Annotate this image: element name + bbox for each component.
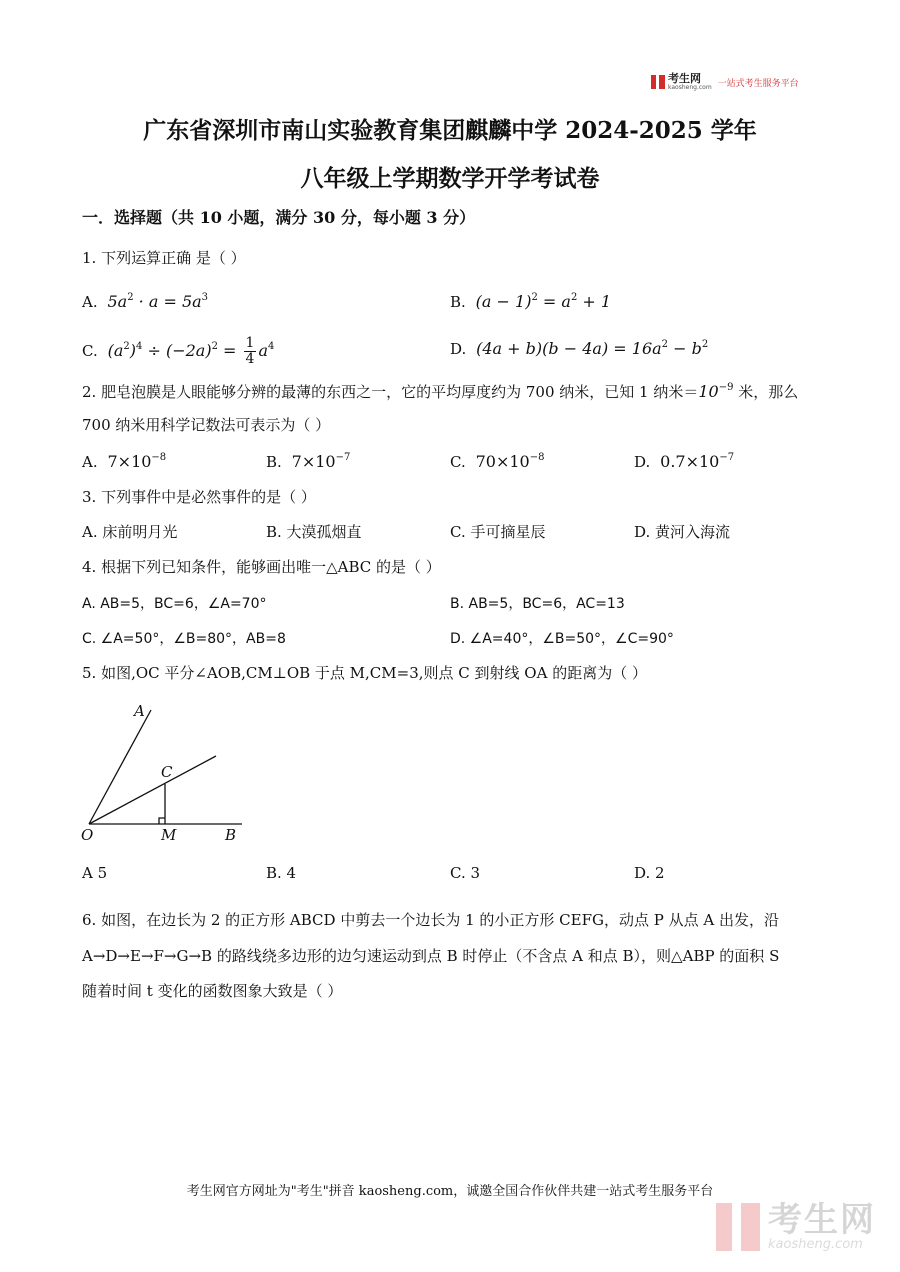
exam-title-line1: 广东省深圳市南山实验教育集团麒麟中学 2024-2025 学年 xyxy=(143,117,757,144)
q1-option-d xyxy=(450,339,708,359)
q2-option-c xyxy=(450,452,544,472)
q4-option-d: D. ∠A=40°，∠B=50°，∠C=90° xyxy=(450,631,674,647)
q2-line1-text: 2. 肥皂泡膜是人眼能够分辨的最薄的东西之一，它的平均厚度约为 700 纳米，已知 1 纳米＝ xyxy=(82,383,699,401)
q1-option-c xyxy=(82,336,274,367)
q3-option-c: C. 手可摘星辰 xyxy=(450,523,546,541)
q2-option-d xyxy=(634,452,734,472)
label-a: A xyxy=(134,702,145,720)
q1-option-a-label: A. xyxy=(82,293,98,311)
q2-option-b-label: B. xyxy=(266,453,282,471)
q1-stem: 1. 下列运算正确 是（ ） xyxy=(82,249,246,267)
brand-logo-icon xyxy=(651,75,665,89)
q1-option-d-label: D. xyxy=(450,340,467,358)
q3-option-d: D. 黄河入海流 xyxy=(634,523,731,541)
q2-nanometer-value: $10^{-9}$ xyxy=(698,382,734,401)
q2-option-d-label: D. xyxy=(634,453,651,471)
q4-option-a: A. AB=5，BC=6，∠A=70° xyxy=(82,596,267,612)
q4-option-b: B. AB=5，BC=6，AC=13 xyxy=(450,596,625,612)
q5-angle-figure xyxy=(78,698,250,846)
q1-option-b-label: B. xyxy=(450,293,466,311)
watermark-domain: kaosheng.com xyxy=(768,1237,863,1252)
q1-option-a-expr: $5a^2 \cdot a = 5a^3$ xyxy=(102,292,209,311)
q2-line1 xyxy=(82,382,798,402)
footer-text: 考生网官方网址为"考生"拼音 kaosheng.com，诚邀全国合作伙伴共建一站式考生服务平台 xyxy=(186,1184,714,1199)
brand-logo xyxy=(651,73,799,91)
brand-domain: kaosheng.com xyxy=(668,84,712,91)
q1-option-c-label: C. xyxy=(82,342,98,360)
q6-line2: A→D→E→F→G→B 的路线绕多边形的边匀速运动到点 B 时停止（不含点 A 和点 B），则△ABP 的面积 S xyxy=(82,947,780,965)
exam-title-line2: 八年级上学期数学开学考试卷 xyxy=(300,165,600,192)
q2-option-c-expr: $70\times 10^{-8}$ xyxy=(470,452,545,471)
watermark-logo-icon xyxy=(716,1203,760,1251)
label-m: M xyxy=(161,826,177,844)
q2-option-a-expr: $7\times 10^{-8}$ xyxy=(102,452,167,471)
q2-option-a xyxy=(82,452,166,472)
right-angle-mark xyxy=(159,818,165,824)
brand-slogan: 一站式考生服务平台 xyxy=(717,78,799,89)
q3-stem: 3. 下列事件中是必然事件的是（ ） xyxy=(82,488,316,506)
q5-option-d: D. 2 xyxy=(634,864,665,882)
watermark-logo xyxy=(716,1202,876,1252)
brand-name: 考生网 xyxy=(668,72,701,85)
q1-option-a xyxy=(82,292,208,312)
q2-line1-end: 米，那么 xyxy=(733,383,799,401)
q6-line3: 随着时间 t 变化的函数图象大致是（ ） xyxy=(82,982,343,1000)
section-heading: 一．选择题（共 10 小题，满分 30 分，每小题 3 分） xyxy=(82,208,476,227)
q2-option-d-expr: $0.7\times 10^{-7}$ xyxy=(655,452,735,471)
q2-option-a-label: A. xyxy=(82,453,98,471)
q5-option-a: A 5 xyxy=(82,864,108,882)
q2-option-b-expr: $7\times 10^{-7}$ xyxy=(286,452,351,471)
q5-option-b: B. 4 xyxy=(266,864,297,882)
q4-option-c: C. ∠A=50°，∠B=80°，AB=8 xyxy=(82,631,286,647)
q2-option-b xyxy=(266,452,350,472)
watermark-name: 考生网 xyxy=(768,1200,876,1240)
watermark-text xyxy=(768,1202,876,1252)
q5-stem: 5. 如图,OC 平分∠AOB,CM⊥OB 于点 M,CM=3,则点 C 到射线 OA 的距离为（ ） xyxy=(82,664,647,682)
q2-line2: 700 纳米用科学记数法可表示为（ ） xyxy=(82,416,331,434)
q3-option-a: A. 床前明月光 xyxy=(82,523,178,541)
label-b: B xyxy=(225,826,237,844)
q3-option-b: B. 大漠孤烟直 xyxy=(266,523,362,541)
q4-stem: 4. 根据下列已知条件，能够画出唯一△ABC 的是（ ） xyxy=(82,558,441,576)
q6-line1: 6. 如图，在边长为 2 的正方形 ABCD 中剪去一个边长为 1 的小正方形 CEFG，动点 P 从点 A 出发，沿 xyxy=(82,911,779,929)
label-c: C xyxy=(161,763,173,781)
q5-option-c: C. 3 xyxy=(450,864,481,882)
q1-option-b-expr: $(a - 1)^2 = a^2 + 1$ xyxy=(470,292,612,311)
q1-option-b xyxy=(450,292,611,312)
label-o: O xyxy=(81,826,94,844)
brand-text xyxy=(668,73,712,91)
q1-option-c-expr: $(a^2)^4 \div (-2a)^2$ = $\frac{1}{4}$ $a^4$ xyxy=(102,335,275,367)
q2-option-c-label: C. xyxy=(450,453,466,471)
q1-option-d-expr: $(4a + b)(b - 4a) = 16a^2 - b^2$ xyxy=(471,339,709,358)
